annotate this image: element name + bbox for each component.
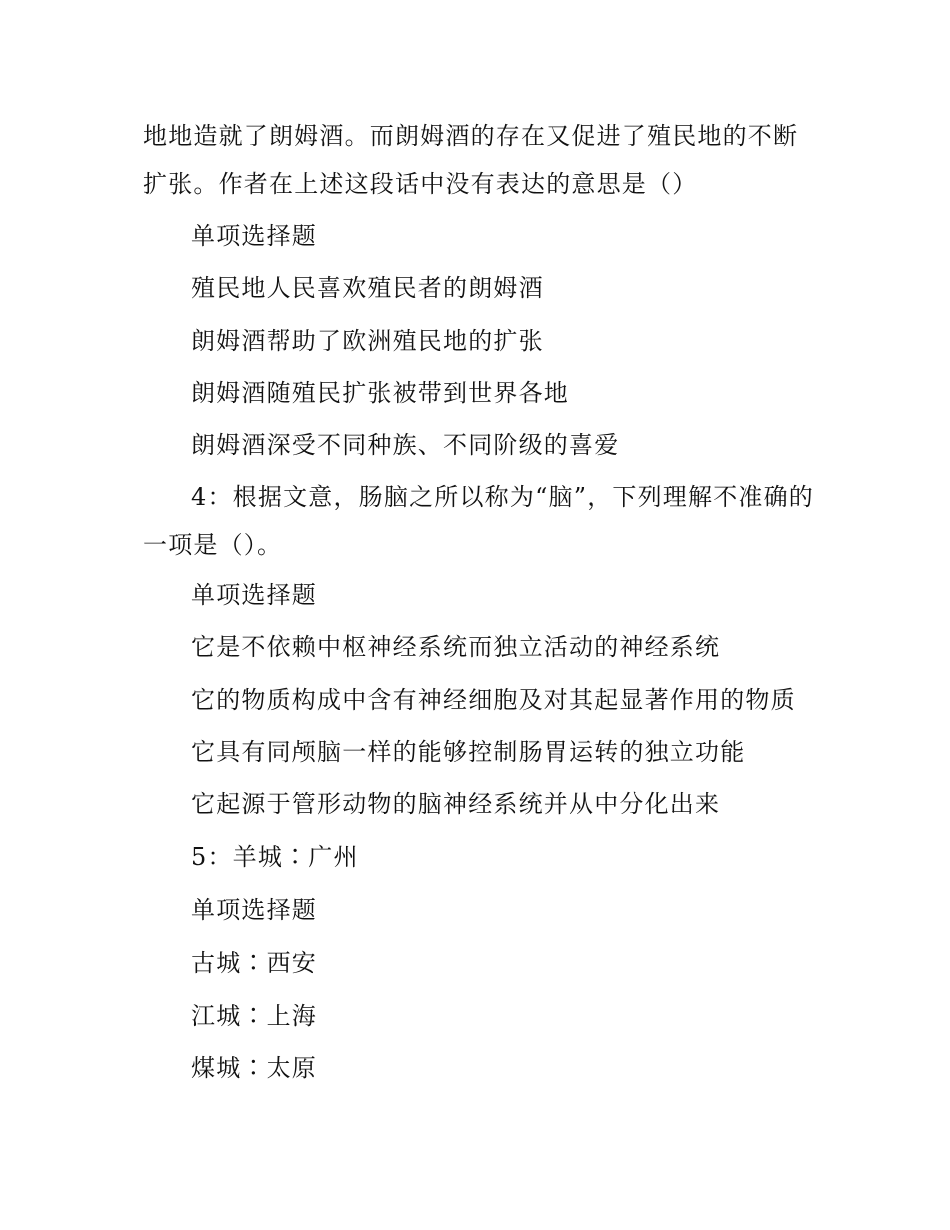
q5-option-b: 江城∶上海 [191, 1002, 317, 1030]
q5-option-a: 古城∶西安 [191, 949, 317, 977]
q4-option-a: 它是不依赖中枢神经系统而独立活动的神经系统 [191, 633, 721, 661]
q3-option-c: 朗姆酒随殖民扩张被带到世界各地 [191, 379, 569, 407]
q5-option-c: 煤城∶太原 [191, 1054, 317, 1082]
passage-end-text: 地地造就了朗姆酒。而朗姆酒的存在又促进了殖民地的不断扩张。作者在上述这段话中没有表达的意思是（） [143, 122, 799, 198]
q5-stem: 5：羊城∶广州 [191, 843, 359, 871]
q4-option-b: 它的物质构成中含有神经细胞及对其起显著作用的物质 [191, 686, 796, 714]
q4-stem: 4：根据文意，肠脑之所以称为“脑”，下列理解不准确的一项是（）。 [143, 483, 815, 559]
q3-option-d: 朗姆酒深受不同种族、不同阶级的喜爱 [191, 431, 620, 459]
q5-type-label: 单项选择题 [191, 896, 317, 924]
q3-option-b: 朗姆酒帮助了欧洲殖民地的扩张 [191, 327, 544, 355]
q3-type-label: 单项选择题 [191, 222, 317, 250]
q3-option-a: 殖民地人民喜欢殖民者的朗姆酒 [191, 274, 544, 302]
q4-option-c: 它具有同颅脑一样的能够控制肠胃运转的独立功能 [191, 738, 746, 766]
q4-option-d: 它起源于管形动物的脑神经系统并从中分化出来 [191, 790, 721, 818]
q4-type-label: 单项选择题 [191, 581, 317, 609]
